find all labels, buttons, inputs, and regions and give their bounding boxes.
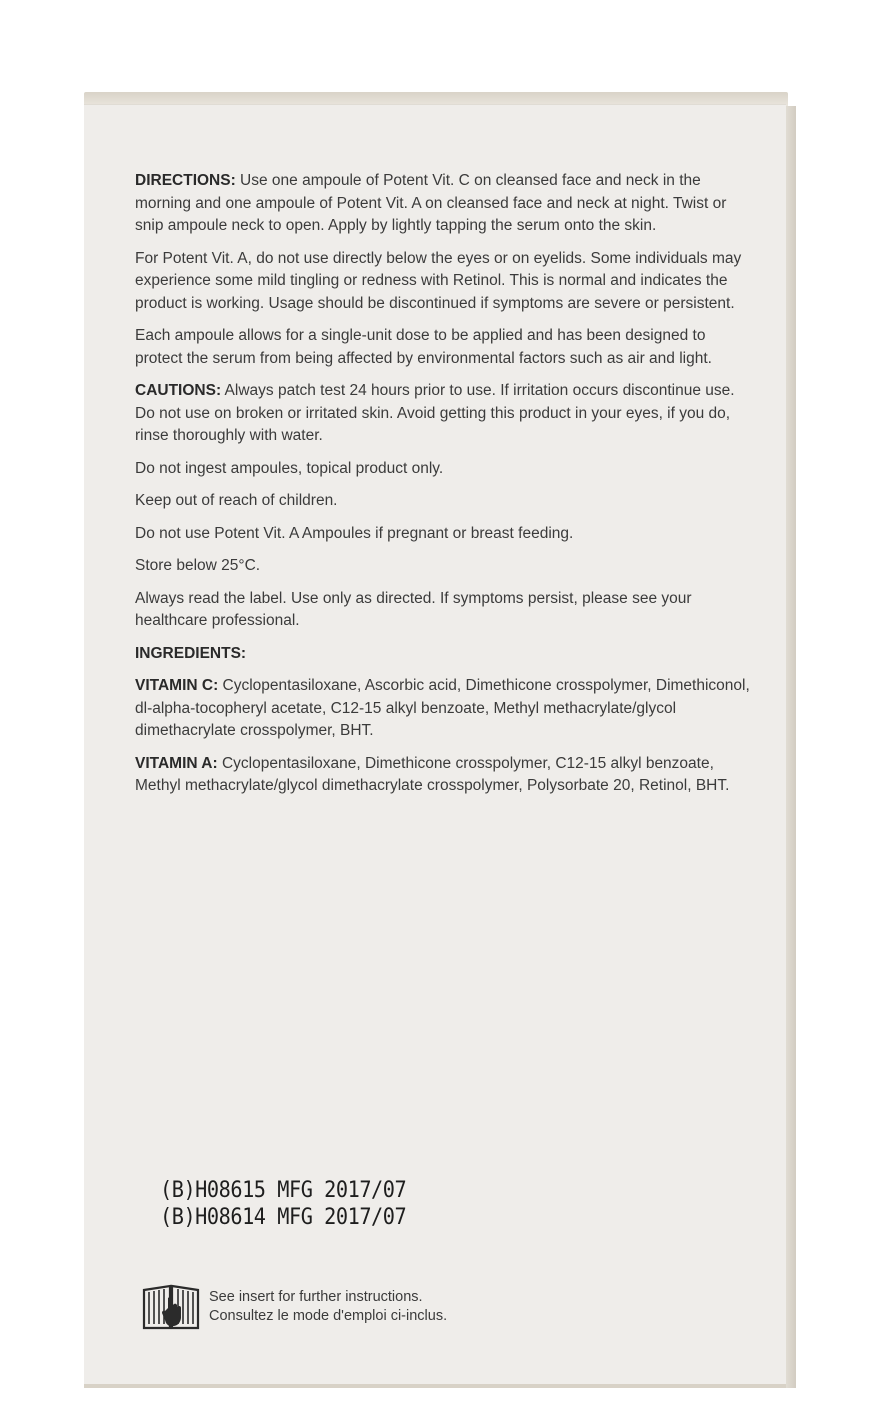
read-insert-book-icon [140,1282,202,1332]
label-text-block [135,170,750,808]
warning-read-label: Always read the label. Use only as directed. If symptoms persist, please see your healthcare professional. [135,589,692,629]
warning-ingest: Do not ingest ampoules, topical product only. [135,459,444,477]
ingredients-heading: INGREDIENTS: [135,644,247,662]
vitamin-c-text: Cyclopentasiloxane, Ascorbic acid, Dimethicone crosspolymer, Dimethiconol, dl-alpha-tocopheryl acetate, C12-15 alkyl benzoate, Methyl methacrylate/glycol dimethacrylate crosspolymer, BHT. [135,677,750,739]
insert-text [209,1288,447,1326]
warning-storage: Store below 25°C. [135,557,261,574]
insert-notice [140,1282,447,1332]
cautions-text: Always patch test 24 hours prior to use. If irritation occurs discontinue use. Do not use on broken or irritated skin. Avoid getting this product in your eyes, if you do, rinse thoroughly with water. [135,382,735,444]
cautions-label: CAUTIONS: [135,382,222,399]
warning-pregnancy: Do not use Potent Vit. A Ampoules if pregnant or breast feeding. [135,524,574,542]
vitamin-a-ingredients [135,753,750,798]
ampoule-paragraph: Each ampoule allows for a single-unit dose to be applied and has been designed to protect the serum from being affected by environmental factors such as air and light. [135,327,712,367]
vitamin-a-text: Cyclopentasiloxane, Dimethicone crosspolymer, C12-15 alkyl benzoate, Methyl methacrylate/glycol dimethacrylate crosspolymer, Polysorbate 20, Retinol, BHT. [135,754,730,794]
directions-text: Use one ampoule of Potent Vit. C on cleansed face and neck in the morning and one ampoule of Potent Vit. A on cleansed face and neck at night. Twist or snip ampoule neck to open. Apply by lightly tapping the serum onto the skin. [135,172,727,234]
directions-paragraph [135,170,750,238]
vitamin-c-label: VITAMIN C: [135,677,219,694]
vitamin-c-ingredients [135,675,750,743]
insert-line-english: See insert for further instructions. [209,1289,423,1305]
batch-code-line: (B)H08615 MFG 2017/07 [160,1178,407,1203]
warning-children: Keep out of reach of children. [135,492,338,509]
vitamin-a-label: VITAMIN A: [135,754,218,772]
vit-a-usage-paragraph: For Potent Vit. A, do not use directly below the eyes or on eyelids. Some individuals may experience some mild tingling or redness with Retinol. This is normal and indicates the product is working. Usage should be discontinued if symptoms are severe or persistent. [135,249,742,312]
cautions-paragraph [135,380,750,448]
batch-code-block [160,1177,406,1231]
batch-code-line: (B)H08614 MFG 2017/07 [160,1205,407,1230]
insert-line-french: Consultez le mode d'emploi ci-inclus. [209,1308,448,1324]
directions-label: DIRECTIONS: [135,172,236,189]
